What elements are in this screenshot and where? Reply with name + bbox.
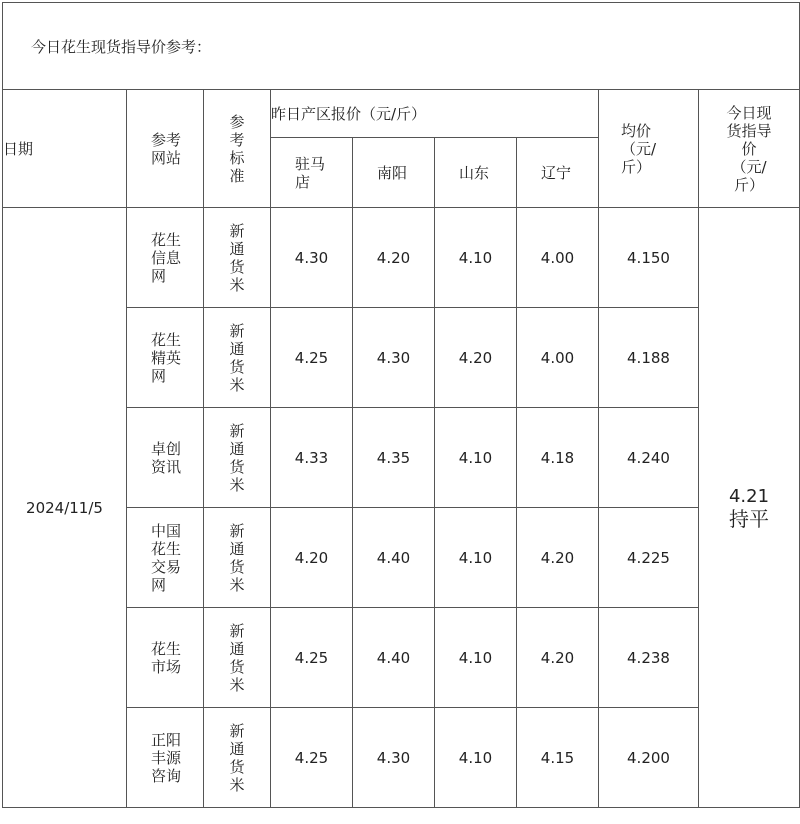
site-cell: 正阳丰源咨询 xyxy=(127,708,204,808)
date-cell: 2024/11/5 xyxy=(3,208,127,808)
price-zmd: 4.30 xyxy=(271,208,353,308)
standard-cell: 新通货米 xyxy=(204,408,271,508)
today-trend: 持平 xyxy=(729,506,770,531)
price-ln: 4.20 xyxy=(517,508,599,608)
site-cell: 花生市场 xyxy=(127,608,204,708)
price-zmd: 4.25 xyxy=(271,308,353,408)
table-row xyxy=(3,208,800,308)
header-prev-group: 昨日产区报价（元/斤） xyxy=(271,90,599,138)
header-city-sd: 山东 xyxy=(435,138,517,208)
today-price-cell xyxy=(699,208,800,808)
price-ln: 4.20 xyxy=(517,608,599,708)
header-site: 参考网站 xyxy=(127,90,204,208)
header-date: 日期 xyxy=(3,90,127,208)
notice-cell xyxy=(3,3,800,90)
price-ny: 4.20 xyxy=(353,208,435,308)
standard-cell: 新通货米 xyxy=(204,308,271,408)
header-avg: 均价（元/斤） xyxy=(599,90,699,208)
standard-cell: 新通货米 xyxy=(204,208,271,308)
price-sd: 4.10 xyxy=(435,508,517,608)
header-standard: 参考标准 xyxy=(204,90,271,208)
site-cell: 花生信息网 xyxy=(127,208,204,308)
price-avg: 4.225 xyxy=(599,508,699,608)
standard-cell: 新通货米 xyxy=(204,508,271,608)
site-cell: 花生精英网 xyxy=(127,308,204,408)
price-ny: 4.30 xyxy=(353,308,435,408)
price-ny: 4.40 xyxy=(353,508,435,608)
price-ln: 4.00 xyxy=(517,308,599,408)
price-sd: 4.10 xyxy=(435,408,517,508)
price-sd: 4.20 xyxy=(435,308,517,408)
site-cell: 卓创资讯 xyxy=(127,408,204,508)
price-ln: 4.00 xyxy=(517,208,599,308)
price-zmd: 4.25 xyxy=(271,708,353,808)
price-ln: 4.15 xyxy=(517,708,599,808)
price-avg: 4.238 xyxy=(599,608,699,708)
price-avg: 4.150 xyxy=(599,208,699,308)
price-avg: 4.240 xyxy=(599,408,699,508)
price-ny: 4.35 xyxy=(353,408,435,508)
price-zmd: 4.33 xyxy=(271,408,353,508)
price-sd: 4.10 xyxy=(435,208,517,308)
header-city-zmd: 驻马店 xyxy=(271,138,353,208)
price-sd: 4.10 xyxy=(435,608,517,708)
header-city-ln: 辽宁 xyxy=(517,138,599,208)
price-ny: 4.30 xyxy=(353,708,435,808)
price-ny: 4.40 xyxy=(353,608,435,708)
standard-cell: 新通货米 xyxy=(204,708,271,808)
price-sd: 4.10 xyxy=(435,708,517,808)
header-today: 今日现货指导价（元/斤） xyxy=(699,90,800,208)
site-cell: 中国花生交易网 xyxy=(127,508,204,608)
price-zmd: 4.20 xyxy=(271,508,353,608)
price-avg: 4.188 xyxy=(599,308,699,408)
price-ln: 4.18 xyxy=(517,408,599,508)
notice-title: 今日花生现货指导价参考： xyxy=(31,37,212,56)
header-city-ny: 南阳 xyxy=(353,138,435,208)
today-price: 4.21 xyxy=(728,485,770,507)
standard-cell: 新通货米 xyxy=(204,608,271,708)
price-zmd: 4.25 xyxy=(271,608,353,708)
price-table xyxy=(2,2,800,808)
price-avg: 4.200 xyxy=(599,708,699,808)
